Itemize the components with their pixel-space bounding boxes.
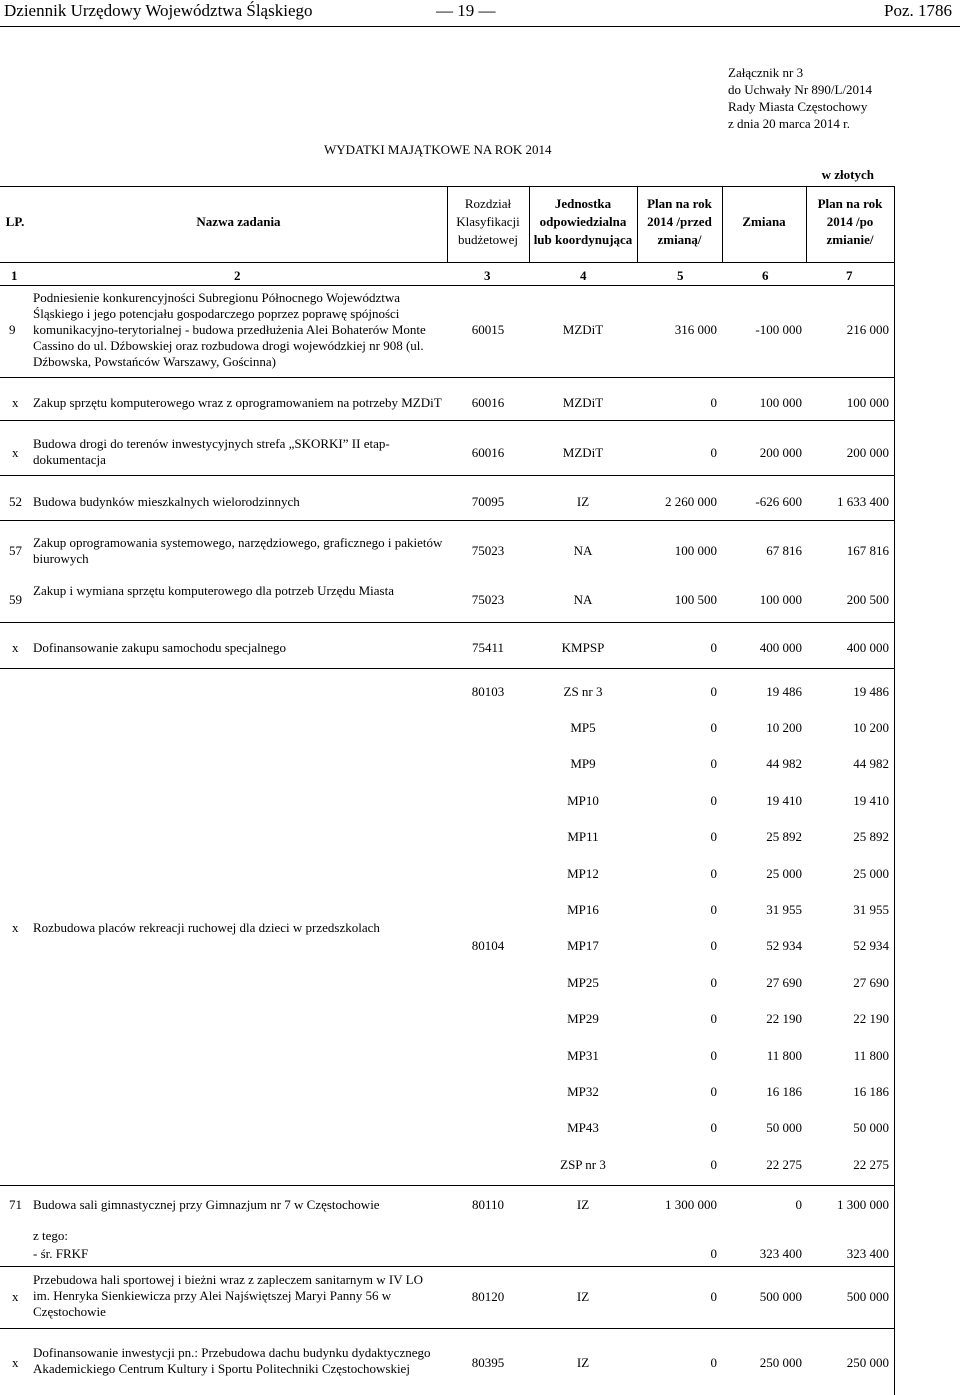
row-task-name: Zakup oprogramowania systemowego, narzędziowego, graficznego i pakietów biurowych bbox=[33, 535, 443, 566]
row-change: 67 816 bbox=[766, 543, 802, 558]
row-jednostka: NA bbox=[573, 592, 593, 607]
row-jednostka: NA bbox=[573, 543, 593, 558]
row-divider bbox=[0, 622, 894, 623]
row-plan-after: 400 000 bbox=[846, 640, 889, 655]
row-rozdzial: 75023 bbox=[471, 592, 505, 607]
row-jednostka: IZ bbox=[576, 1355, 590, 1370]
row-jednostka: ZSP nr 3 bbox=[560, 1157, 606, 1172]
row-plan-before: 0 bbox=[710, 445, 717, 460]
row-plan-before: 0 bbox=[710, 1157, 717, 1172]
row-plan-before: 0 bbox=[710, 640, 717, 655]
row-jednostka: MP9 bbox=[570, 756, 596, 771]
colnum: 7 bbox=[846, 268, 853, 283]
row-change: 250 000 bbox=[759, 1355, 802, 1370]
row-rozdzial: 80395 bbox=[471, 1355, 505, 1370]
row-jednostka: MP25 bbox=[567, 975, 599, 990]
row-plan-before: 0 bbox=[710, 720, 717, 735]
row-rozdzial: 80120 bbox=[471, 1289, 505, 1304]
row-divider bbox=[0, 420, 894, 421]
row-lp: x bbox=[12, 395, 19, 410]
row-plan-after: 44 982 bbox=[853, 756, 889, 771]
row-plan-before: 0 bbox=[710, 1048, 717, 1063]
row-rozdzial: 75411 bbox=[471, 640, 505, 655]
row-change: 200 000 bbox=[759, 445, 802, 460]
table-border bbox=[894, 186, 895, 1395]
row-change: 19 410 bbox=[766, 793, 802, 808]
row-plan-after: 1 300 000 bbox=[837, 1197, 889, 1212]
journal-header bbox=[0, 0, 960, 27]
row-change: 11 800 bbox=[766, 1048, 802, 1063]
row-plan-after: 10 200 bbox=[853, 720, 889, 735]
row-plan-after: 25 892 bbox=[853, 829, 889, 844]
col-rozdzial-header: Rozdział Klasyfikacji budżetowej bbox=[456, 196, 520, 247]
row-plan-after: 52 934 bbox=[853, 938, 889, 953]
table-border bbox=[0, 262, 894, 263]
row-plan-after: 25 000 bbox=[853, 866, 889, 881]
row-plan-before: 0 bbox=[710, 395, 717, 410]
colnum: 5 bbox=[677, 268, 684, 283]
row-lp: x bbox=[12, 640, 19, 655]
col-zmiana-header: Zmiana bbox=[742, 214, 786, 229]
row-divider bbox=[0, 668, 894, 669]
row-lp: 59 bbox=[9, 592, 22, 607]
row-plan-before: 0 bbox=[710, 829, 717, 844]
row-task-name: Podniesienie konkurencyjności Subregionu Północnego Województwa Śląskiego i jego potencjału gospodarczego poprzez poprawę spójności komunikacyjno-terytorialnej - budowa przedłużenia Alei Bohaterów Monte Cassino do ul. Dźbowskiej oraz rozbudowa drogi wojewódzkiej nr 908 (ul. Dźbowska, Powstańców Warszawy, Gościnna) bbox=[33, 290, 426, 369]
row-task-name: Zakup sprzętu komputerowego wraz z oprogramowaniem na potrzeby MZDiT bbox=[33, 395, 442, 410]
row-task-name: Budowa drogi do terenów inwestycyjnych strefa „SKORKI” II etap-dokumentacja bbox=[33, 436, 390, 467]
row-divider bbox=[0, 1266, 894, 1267]
row-divider bbox=[0, 1185, 894, 1186]
row-change: 500 000 bbox=[759, 1289, 802, 1304]
row-plan-before: 0 bbox=[710, 756, 717, 771]
attachment-line: z dnia 20 marca 2014 r. bbox=[728, 116, 851, 131]
row-plan-before: 0 bbox=[710, 1084, 717, 1099]
row-rozdzial: 80110 bbox=[471, 1197, 505, 1212]
row-plan-after: 50 000 bbox=[853, 1120, 889, 1135]
row-change: 27 690 bbox=[766, 975, 802, 990]
row-task-name: Rozbudowa placów rekreacji ruchowej dla dzieci w przedszkolach bbox=[33, 920, 380, 935]
row-rozdzial: 60016 bbox=[471, 395, 505, 410]
row-lp: x bbox=[12, 1289, 19, 1304]
row-plan-after: 27 690 bbox=[853, 975, 889, 990]
row-plan-before: 0 bbox=[710, 1011, 717, 1026]
row-jednostka: ZS nr 3 bbox=[563, 684, 603, 699]
row-lp: 71 bbox=[9, 1197, 22, 1212]
attachment-line: Załącznik nr 3 bbox=[728, 65, 804, 80]
row-plan-after: 1 633 400 bbox=[837, 494, 889, 509]
row-plan-after: 167 816 bbox=[846, 543, 889, 558]
journal-name: Dziennik Urzędowy Województwa Śląskiego bbox=[4, 1, 313, 20]
row-plan-after: 216 000 bbox=[846, 322, 889, 337]
row-change: 16 186 bbox=[766, 1084, 802, 1099]
row-lp: x bbox=[12, 1355, 19, 1370]
row-plan-after: 250 000 bbox=[846, 1355, 889, 1370]
row-plan-after: 200 500 bbox=[846, 592, 889, 607]
row-change: 25 000 bbox=[766, 866, 802, 881]
row-change: 22 275 bbox=[766, 1157, 802, 1172]
row-change: 100 000 bbox=[759, 395, 802, 410]
row-change: 0 bbox=[795, 1197, 802, 1212]
row-change: 323 400 bbox=[759, 1246, 802, 1261]
col-plan-after-header: Plan na rok 2014 /po zmianie/ bbox=[817, 196, 883, 247]
row-jednostka: MP11 bbox=[567, 829, 599, 844]
row-divider bbox=[0, 1328, 894, 1329]
row-change: 50 000 bbox=[766, 1120, 802, 1135]
row-jednostka: MP12 bbox=[567, 866, 599, 881]
row-change: 400 000 bbox=[759, 640, 802, 655]
row-jednostka: IZ bbox=[576, 1197, 590, 1212]
row-plan-before: 100 000 bbox=[674, 543, 717, 558]
row-jednostka: MP17 bbox=[567, 938, 599, 953]
row-rozdzial: 80104 bbox=[471, 938, 505, 953]
row-plan-after: 19 486 bbox=[853, 684, 889, 699]
row-change: 31 955 bbox=[766, 902, 802, 917]
row-rozdzial: 75023 bbox=[471, 543, 505, 558]
col-name-header: Nazwa zadania bbox=[196, 214, 281, 229]
page-number: — 19 — bbox=[436, 1, 496, 20]
row-change: 100 000 bbox=[759, 592, 802, 607]
of-which-label: z tego: bbox=[33, 1228, 69, 1243]
row-rozdzial: 80103 bbox=[471, 684, 505, 699]
row-jednostka: MP31 bbox=[567, 1048, 599, 1063]
row-change: 25 892 bbox=[766, 829, 802, 844]
row-plan-before: 2 260 000 bbox=[665, 494, 717, 509]
row-plan-before: 0 bbox=[710, 1246, 717, 1261]
row-jednostka: MP32 bbox=[567, 1084, 599, 1099]
row-change: -626 600 bbox=[755, 494, 802, 509]
colnum: 3 bbox=[484, 268, 491, 283]
row-plan-before: 0 bbox=[710, 684, 717, 699]
row-plan-before: 100 500 bbox=[674, 592, 717, 607]
row-jednostka: MZDiT bbox=[562, 395, 604, 410]
row-task-name: Zakup i wymiana sprzętu komputerowego dla potrzeb Urzędu Miasta bbox=[33, 583, 394, 598]
row-jednostka: MZDiT bbox=[562, 445, 604, 460]
row-change: 52 934 bbox=[766, 938, 802, 953]
row-plan-after: 11 800 bbox=[853, 1048, 889, 1063]
row-jednostka: MP5 bbox=[570, 720, 596, 735]
row-task-name: Dofinansowanie inwestycji pn.: Przebudowa dachu budynku dydaktycznego Akademickiego Centrum Kultury i Sportu Politechniki Częstochowskiej bbox=[33, 1345, 431, 1376]
row-plan-after: 16 186 bbox=[853, 1084, 889, 1099]
row-jednostka: MZDiT bbox=[562, 322, 604, 337]
attachment-line: Rady Miasta Częstochowy bbox=[728, 99, 868, 114]
row-jednostka: MP29 bbox=[567, 1011, 599, 1026]
colnum: 4 bbox=[580, 268, 587, 283]
row-plan-before: 0 bbox=[710, 975, 717, 990]
col-jednostka-header: Jednostka odpowiedzialna lub koordynująca bbox=[533, 196, 633, 247]
row-plan-after: 31 955 bbox=[853, 902, 889, 917]
row-plan-after: 323 400 bbox=[846, 1246, 889, 1261]
row-divider bbox=[0, 377, 894, 378]
attachment-note bbox=[728, 64, 872, 132]
colnum: 1 bbox=[11, 268, 18, 283]
colnum: 6 bbox=[762, 268, 769, 283]
row-lp: x bbox=[12, 920, 19, 935]
row-plan-before: 0 bbox=[710, 1289, 717, 1304]
row-lp: 9 bbox=[9, 322, 16, 337]
row-task-name: Dofinansowanie zakupu samochodu specjalnego bbox=[33, 640, 287, 655]
position-number: Poz. 1786 bbox=[884, 1, 952, 20]
row-plan-before: 0 bbox=[710, 866, 717, 881]
row-jednostka: IZ bbox=[576, 494, 590, 509]
row-change: 10 200 bbox=[766, 720, 802, 735]
row-plan-after: 19 410 bbox=[853, 793, 889, 808]
row-rozdzial: 60016 bbox=[471, 445, 505, 460]
col-lp-header: LP. bbox=[5, 214, 25, 229]
row-plan-after: 500 000 bbox=[846, 1289, 889, 1304]
row-change: 44 982 bbox=[766, 756, 802, 771]
row-task-name: Budowa budynków mieszkalnych wielorodzinnych bbox=[33, 494, 300, 509]
row-jednostka: MP16 bbox=[567, 902, 599, 917]
row-plan-after: 100 000 bbox=[846, 395, 889, 410]
row-lp: 52 bbox=[9, 494, 22, 509]
row-plan-before: 316 000 bbox=[674, 322, 717, 337]
document-title: WYDATKI MAJĄTKOWE NA ROK 2014 bbox=[324, 142, 552, 157]
row-divider bbox=[0, 520, 894, 521]
row-rozdzial: 70095 bbox=[471, 494, 505, 509]
row-jednostka: KMPSP bbox=[561, 640, 605, 655]
row-change: -100 000 bbox=[755, 322, 802, 337]
row-plan-after: 22 190 bbox=[853, 1011, 889, 1026]
row-plan-before: 0 bbox=[710, 902, 717, 917]
attachment-line: do Uchwały Nr 890/L/2014 bbox=[728, 82, 873, 97]
col-plan-before-header: Plan na rok 2014 /przed zmianą/ bbox=[647, 196, 712, 247]
row-plan-before: 0 bbox=[710, 1120, 717, 1135]
row-plan-after: 200 000 bbox=[846, 445, 889, 460]
row-plan-after: 22 275 bbox=[853, 1157, 889, 1172]
row-rozdzial: 60015 bbox=[471, 322, 505, 337]
frkf-label: - śr. FRKF bbox=[33, 1246, 89, 1261]
row-lp: 57 bbox=[9, 543, 22, 558]
row-change: 19 486 bbox=[766, 684, 802, 699]
row-task-name: Budowa sali gimnastycznej przy Gimnazjum nr 7 w Częstochowie bbox=[33, 1197, 380, 1212]
row-jednostka: MP43 bbox=[567, 1120, 599, 1135]
table-border bbox=[0, 285, 894, 286]
row-plan-before: 0 bbox=[710, 793, 717, 808]
row-jednostka: IZ bbox=[576, 1289, 590, 1304]
row-plan-before: 1 300 000 bbox=[665, 1197, 717, 1212]
row-plan-before: 0 bbox=[710, 938, 717, 953]
row-lp: x bbox=[12, 445, 19, 460]
row-jednostka: MP10 bbox=[567, 793, 599, 808]
row-divider bbox=[0, 475, 894, 476]
row-change: 22 190 bbox=[766, 1011, 802, 1026]
row-task-name: Przebudowa hali sportowej i bieżni wraz z zapleczem sanitarnym w IV LO im. Henryka Sienkiewicza przy Alei Najświętszej Maryi Panny 56 w Częstochowie bbox=[33, 1272, 423, 1319]
currency-unit: w złotych bbox=[821, 167, 874, 182]
row-plan-before: 0 bbox=[710, 1355, 717, 1370]
colnum: 2 bbox=[234, 268, 241, 283]
